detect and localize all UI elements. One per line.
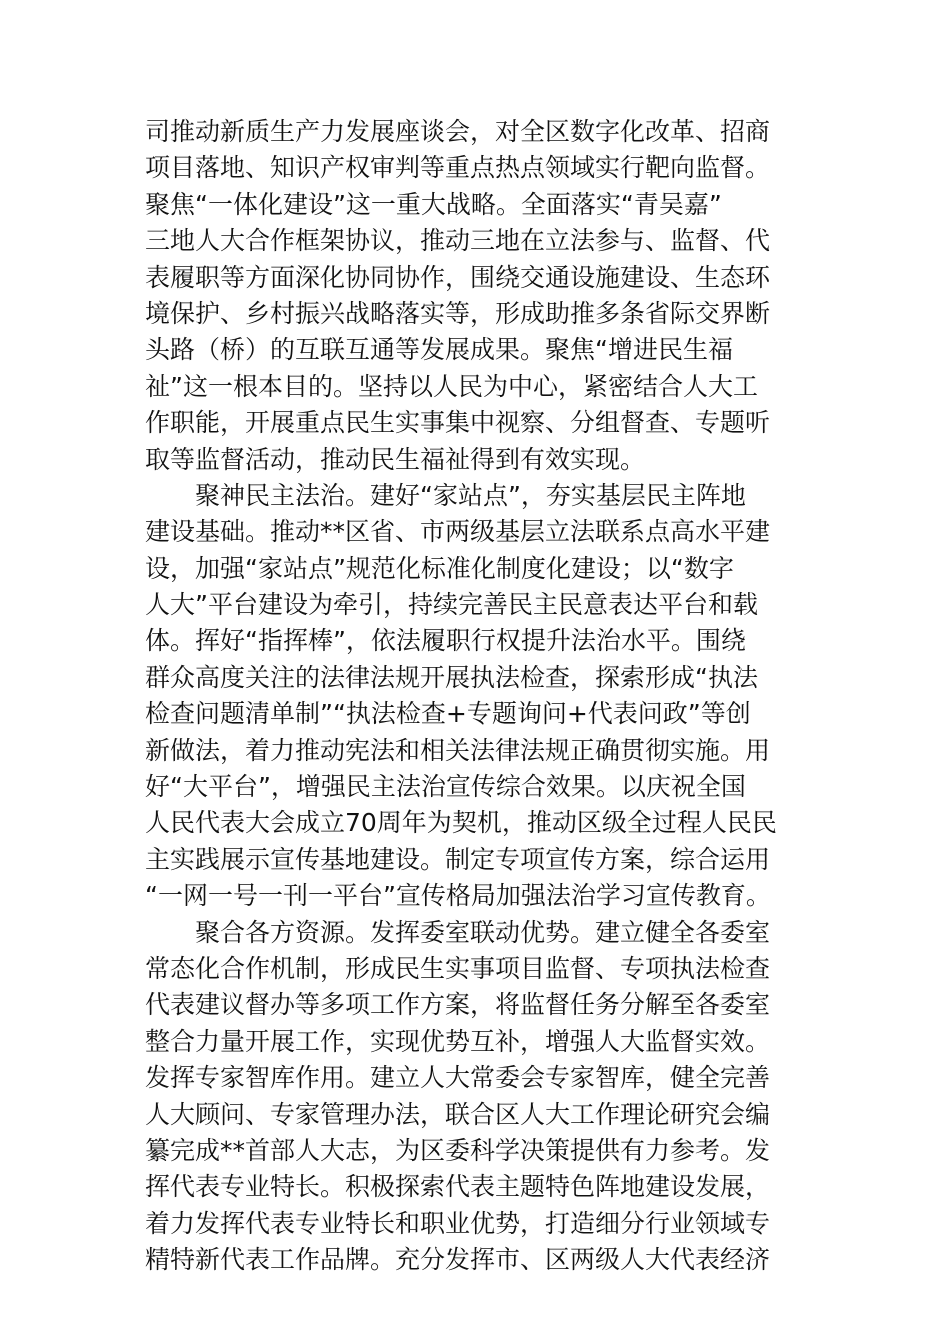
text-line: 精特新代表工作品牌。充分发挥市、区两级人大代表经济 <box>145 1245 771 1275</box>
text-line: 主实践展示宣传基地建设。制定专项宣传方案，综合运用 <box>145 844 771 874</box>
text-line: 挥代表专业特长。积极探索代表主题特色阵地建设发展， <box>145 1172 771 1202</box>
text-line: 祉”这一根本目的。坚持以人民为中心，紧密结合人大工 <box>145 371 758 401</box>
text-line: 着力发挥代表专业特长和职业优势，打造细分行业领域专 <box>145 1208 771 1238</box>
text-line: 体。挥好“指挥棒”，依法履职行权提升法治水平。围绕 <box>145 626 746 656</box>
text-line: 司推动新质生产力发展座谈会，对全区数字化改革、招商 <box>145 117 771 146</box>
text-line: 取等监督活动，推动民生福祉得到有效实现。 <box>145 444 646 474</box>
text-line: 整合力量开展工作，实现优势互补，增强人大监督实效。 <box>145 1026 771 1056</box>
text-line: 项目落地、知识产权审判等重点热点领域实行靶向监督。 <box>145 153 771 183</box>
text-line: 代表建议督办等多项工作方案，将监督任务分解至各委室 <box>145 990 771 1020</box>
text-line: 头路（桥）的互联互通等发展成果。聚焦“增进民生福 <box>145 335 733 365</box>
text-line: 新做法，着力推动宪法和相关法律法规正确贯彻实施。用 <box>145 735 771 765</box>
text-line: 三地人大合作框架协议，推动三地在立法参与、监督、代 <box>145 226 771 256</box>
text-line: 人大”平台建设为牵引，持续完善民主民意表达平台和载 <box>145 590 758 620</box>
text-line: 纂完成**首部人大志，为区委科学决策提供有力参考。发 <box>145 1135 771 1165</box>
text-line: 聚焦“一体化建设”这一重大战略。全面落实“青吴嘉” <box>145 189 722 219</box>
text-line: 发挥专家智库作用。建立人大常委会专家智库，健全完善 <box>145 1063 771 1093</box>
text-line: 检查问题清单制”“执法检查+专题询问+代表问政”等创 <box>145 699 751 729</box>
body-text <box>145 114 815 1279</box>
text-line: 境保护、乡村振兴战略落实等，形成助推多条省际交界断 <box>145 298 771 328</box>
text-line: 群众高度关注的法律法规开展执法检查，探索形成“执法 <box>145 662 758 692</box>
text-line: 人大顾问、专家管理办法，联合区人大工作理论研究会编 <box>145 1099 771 1129</box>
text-line: 常态化合作机制，形成民生实事项目监督、专项执法检查 <box>145 953 771 983</box>
paragraph-first-line: 聚神民主法治。建好“家站点”，夯实基层民主阵地 <box>195 480 746 510</box>
text-line: 设，加强“家站点”规范化标准化制度化建设；以“数字 <box>145 553 734 583</box>
paragraph-first-line: 聚合各方资源。发挥委室联动优势。建立健全各委室 <box>195 917 771 947</box>
text-line: “一网一号一刊一平台”宣传格局加强法治学习宣传教育。 <box>145 881 771 911</box>
text-line: 好“大平台”，增强民主法治宣传综合效果。以庆祝全国 <box>145 772 746 802</box>
text-line: 作职能，开展重点民生实事集中视察、分组督查、专题听 <box>145 408 771 438</box>
text-line: 建设基础。推动**区省、市两级基层立法联系点高水平建 <box>145 517 771 547</box>
text-line: 人民代表大会成立70周年为契机，推动区级全过程人民民 <box>145 808 777 838</box>
text-line: 表履职等方面深化协同协作，围绕交通设施建设、生态环 <box>145 262 771 292</box>
